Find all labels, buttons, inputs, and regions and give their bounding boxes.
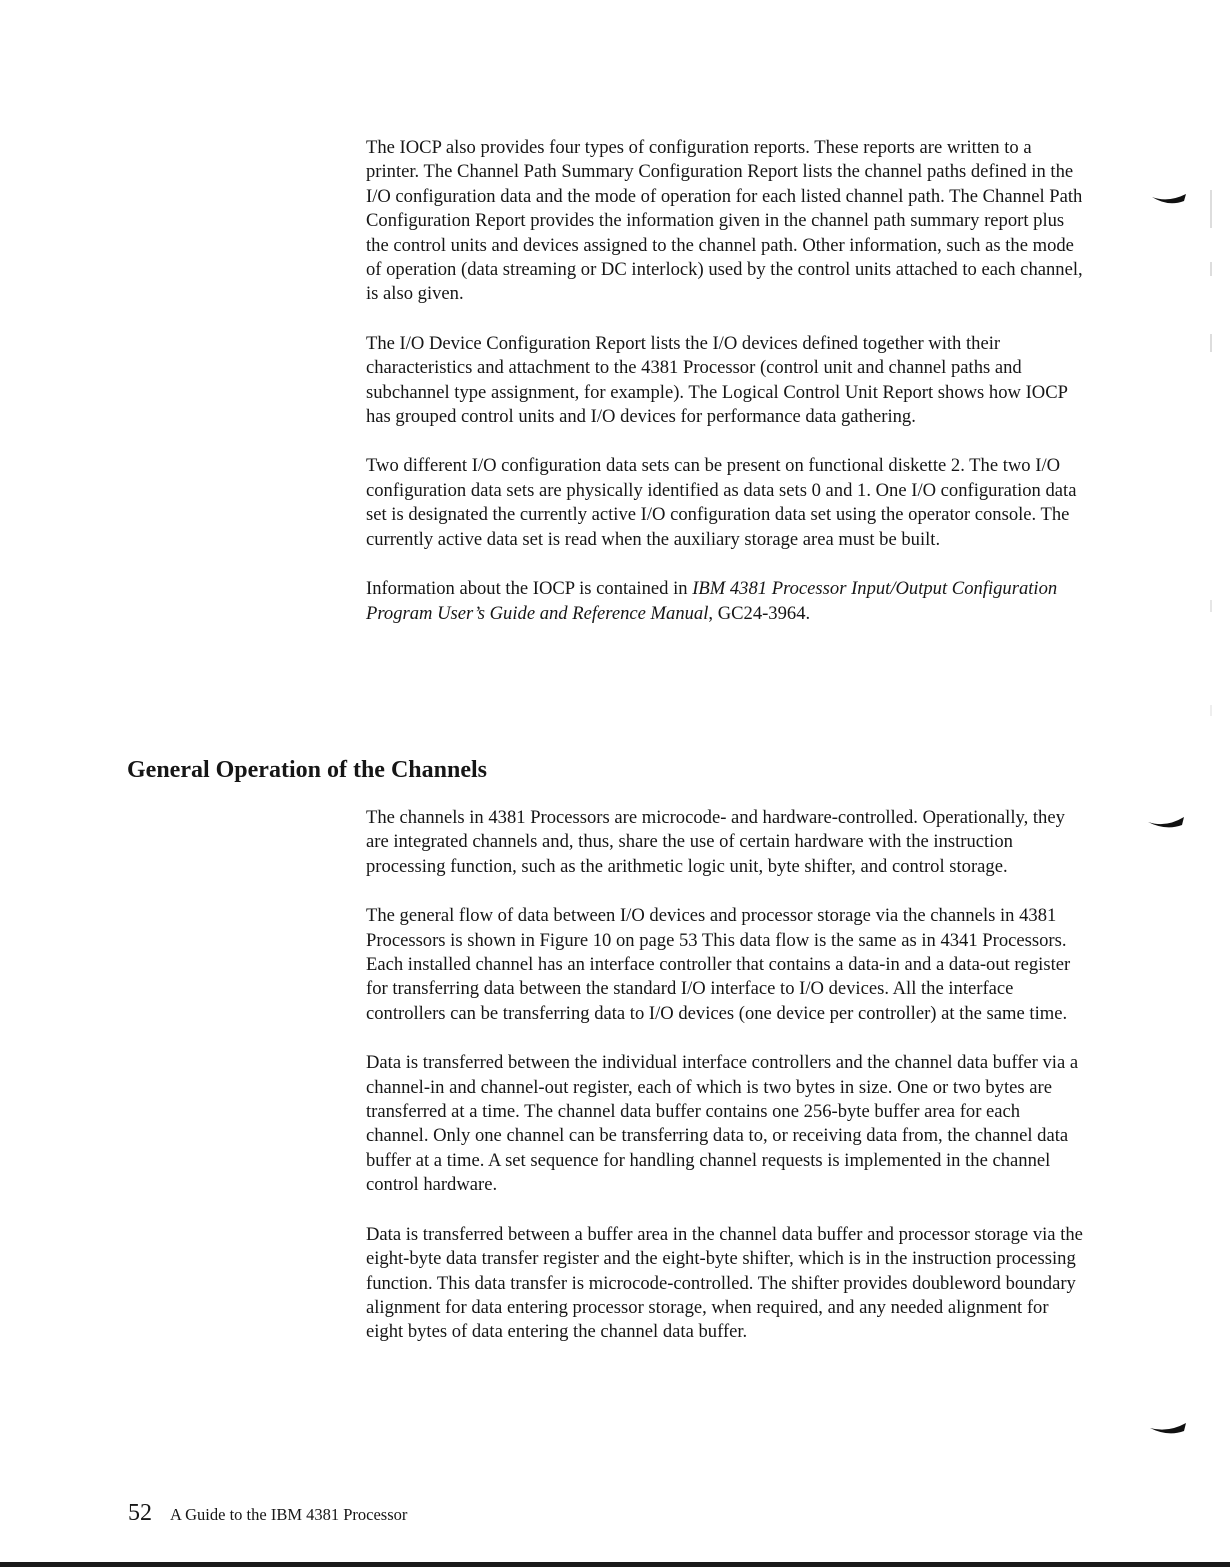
body-paragraph: The IOCP also provides four types of configuration reports. These reports are written to a printer. The Channel Path Summary Configuration Report lists the channel paths defined in the I/O configuration data and the mode of operation for each listed channel path. The Channel Path Configuration Report provides the information given in the channel path summary report plus the control units and devices assigned to the channel path. Other information, such as the mode of operation (data streaming or DC interlock) used by the control units attached to each channel, is also given.: [366, 137, 1083, 305]
binding-hole-mark: [1148, 817, 1184, 827]
body-paragraph: Data is transferred between a buffer area in the channel data buffer and processor storage via the eight-byte data transfer register and the eight-byte shifter, which is in the instruction processing function. This data transfer is microcode-controlled. The shifter provides doubleword boundary alignment for data entering processor storage, when required, and any needed alignment for eight bytes of data entering the channel data buffer.: [366, 1223, 1083, 1343]
binding-hole-mark: [1152, 194, 1186, 203]
binding-hole-mark: [1150, 1423, 1186, 1433]
bottom-edge: [0, 1562, 1230, 1567]
iocp-reports-section: [366, 136, 1086, 651]
reference-tail: , GC24-3964.: [708, 602, 811, 624]
body-paragraph: The channels in 4381 Processors are microcode- and hardware-controlled. Operationally, they are integrated channels and, thus, share the use of certain hardware with the instruction processing function, such as the arithmetic logic unit, byte shifter, and control storage.: [366, 807, 1065, 877]
channels-operation-section: [366, 806, 1086, 1370]
reference-title: IBM 4381 Processor Input/Output Configuration Program User’s Guide and Reference Manual: [366, 578, 1058, 624]
book-title: A Guide to the IBM 4381 Processor: [170, 1505, 408, 1524]
reference-lead: Information about the IOCP is contained in: [366, 578, 693, 600]
body-paragraph: Data is transferred between the individual interface controllers and the channel data buffer via a channel-in and channel-out register, each of which is two bytes in size. One or two bytes are transferred at a time. The channel data buffer contains one 256-byte buffer area for each channel. Only one channel can be transferring data to, or receiving data from, the channel data buffer at a time. A set sequence for handling channel requests is implemented in the channel control hardware.: [366, 1052, 1079, 1196]
reference-paragraph: [366, 577, 1086, 626]
page-number: 52: [128, 1500, 152, 1526]
body-paragraph: Two different I/O configuration data sets can be present on functional diskette 2. The two I/O configuration data sets are physically identified as data sets 0 and 1. One I/O configuration data set is designated the currently active I/O configuration data set using the operator console. The currently active data set is read when the auxiliary storage area must be built.: [366, 455, 1077, 550]
section-heading: General Operation of the Channels: [127, 757, 487, 783]
body-paragraph: The general flow of data between I/O devices and processor storage via the channels in 4381 Processors is shown in Figure 10 on page 53 This data flow is the same as in 4341 Processors. Each installed channel has an interface controller that contains a data-in and a data-out register for transferring data between the standard I/O interface to I/O devices. All the interface controllers can be transferring data to I/O devices (one device per controller) at the same time.: [366, 905, 1071, 1024]
body-paragraph: The I/O Device Configuration Report lists the I/O devices defined together with their characteristics and attachment to the 4381 Processor (control unit and channel paths and subchannel type assignment, for example). The Logical Control Unit Report shows how IOCP has grouped control units and I/O devices for performance data gathering.: [366, 332, 1068, 428]
page-footer: [128, 1500, 407, 1527]
